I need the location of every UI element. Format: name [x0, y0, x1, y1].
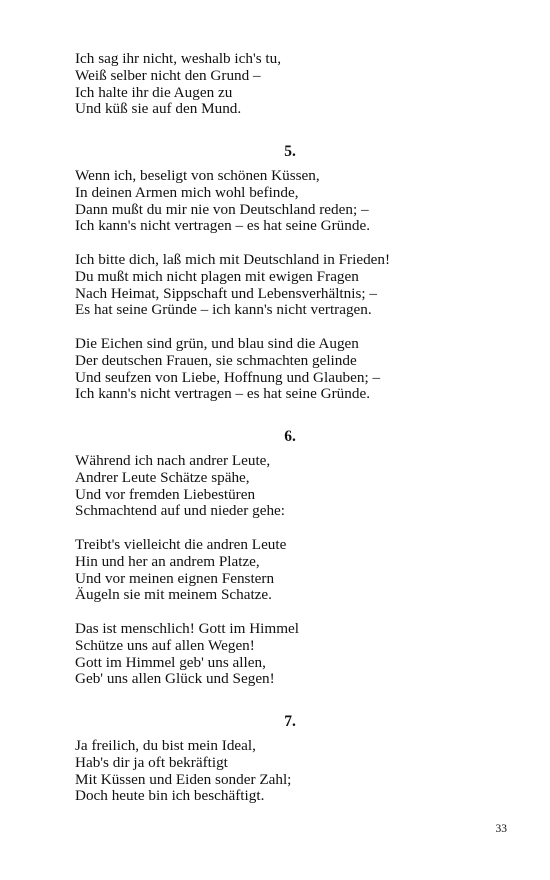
- stanza: [75, 252, 505, 319]
- page-number: 33: [495, 823, 507, 835]
- stanza: [75, 738, 505, 805]
- verse-line: Schütze uns auf allen Wegen!: [75, 636, 255, 654]
- verse-line: Doch heute bin ich beschäftigt.: [75, 787, 265, 805]
- verse-line: Ich kann's nicht vertragen – es hat seine Gründe.: [75, 385, 370, 403]
- verse-line: Ich bitte dich, laß mich mit Deutschland in Frieden!: [75, 251, 391, 268]
- verse-line: Du mußt mich nicht plagen mit ewigen Fragen: [75, 267, 359, 285]
- stanza: [75, 537, 505, 604]
- verse-line: Und seufzen von Liebe, Hoffnung und Glauben; –: [75, 368, 381, 386]
- verse-line: Schmachtend auf und nieder gehe:: [75, 502, 286, 520]
- verse-line: Die Eichen sind grün, und blau sind die Augen: [75, 335, 359, 352]
- poem-number-7: 7.: [284, 713, 296, 730]
- verse-line: Der deutschen Frauen, sie schmachten gelinde: [75, 351, 357, 369]
- verse-line: In deinen Armen mich wohl befinde,: [75, 183, 299, 201]
- verse-line: Andrer Leute Schätze spähe,: [75, 468, 250, 486]
- verse-line: Das ist menschlich! Gott im Himmel: [75, 620, 299, 637]
- verse-line: Ich sag ihr nicht, weshalb ich's tu,: [75, 50, 282, 67]
- verse-line: Treibt's vielleicht die andren Leute: [75, 536, 287, 553]
- verse-line: Ich kann's nicht vertragen – es hat seine Gründe.: [75, 217, 370, 235]
- verse-line: Hin und her an andrem Platze,: [75, 552, 260, 570]
- verse-line: Dann mußt du mir nie von Deutschland reden; –: [75, 200, 369, 218]
- stanza: [75, 621, 505, 688]
- stanza-intro: [75, 51, 505, 118]
- poem-number-6: 6.: [284, 428, 296, 445]
- verse-line: Gott im Himmel geb' uns allen,: [75, 653, 266, 671]
- verse-line: Ich halte ihr die Augen zu: [75, 83, 233, 101]
- verse-line: Es hat seine Gründe – ich kann's nicht vertragen.: [75, 301, 372, 319]
- verse-line: Wenn ich, beseligt von schönen Küssen,: [75, 167, 320, 184]
- stanza: [75, 168, 505, 235]
- stanza: [75, 453, 505, 520]
- verse-line: Und vor meinen eignen Fenstern: [75, 569, 275, 587]
- verse-line: Während ich nach andrer Leute,: [75, 452, 271, 469]
- verse-line: Ja freilich, du bist mein Ideal,: [75, 737, 256, 754]
- verse-line: Äugeln sie mit meinem Schatze.: [75, 586, 272, 604]
- stanza: [75, 336, 505, 403]
- verse-line: Geb' uns allen Glück und Segen!: [75, 670, 275, 688]
- verse-line: Mit Küssen und Eiden sonder Zahl;: [75, 770, 292, 788]
- verse-line: Hab's dir ja oft bekräftigt: [75, 753, 228, 771]
- verse-line: Und vor fremden Liebestüren: [75, 485, 256, 503]
- verse-line: Weiß selber nicht den Grund –: [75, 66, 261, 84]
- poem-number-5: 5.: [284, 143, 296, 160]
- verse-line: Und küß sie auf den Mund.: [75, 100, 242, 118]
- verse-line: Nach Heimat, Sippschaft und Lebensverhältnis; –: [75, 284, 377, 302]
